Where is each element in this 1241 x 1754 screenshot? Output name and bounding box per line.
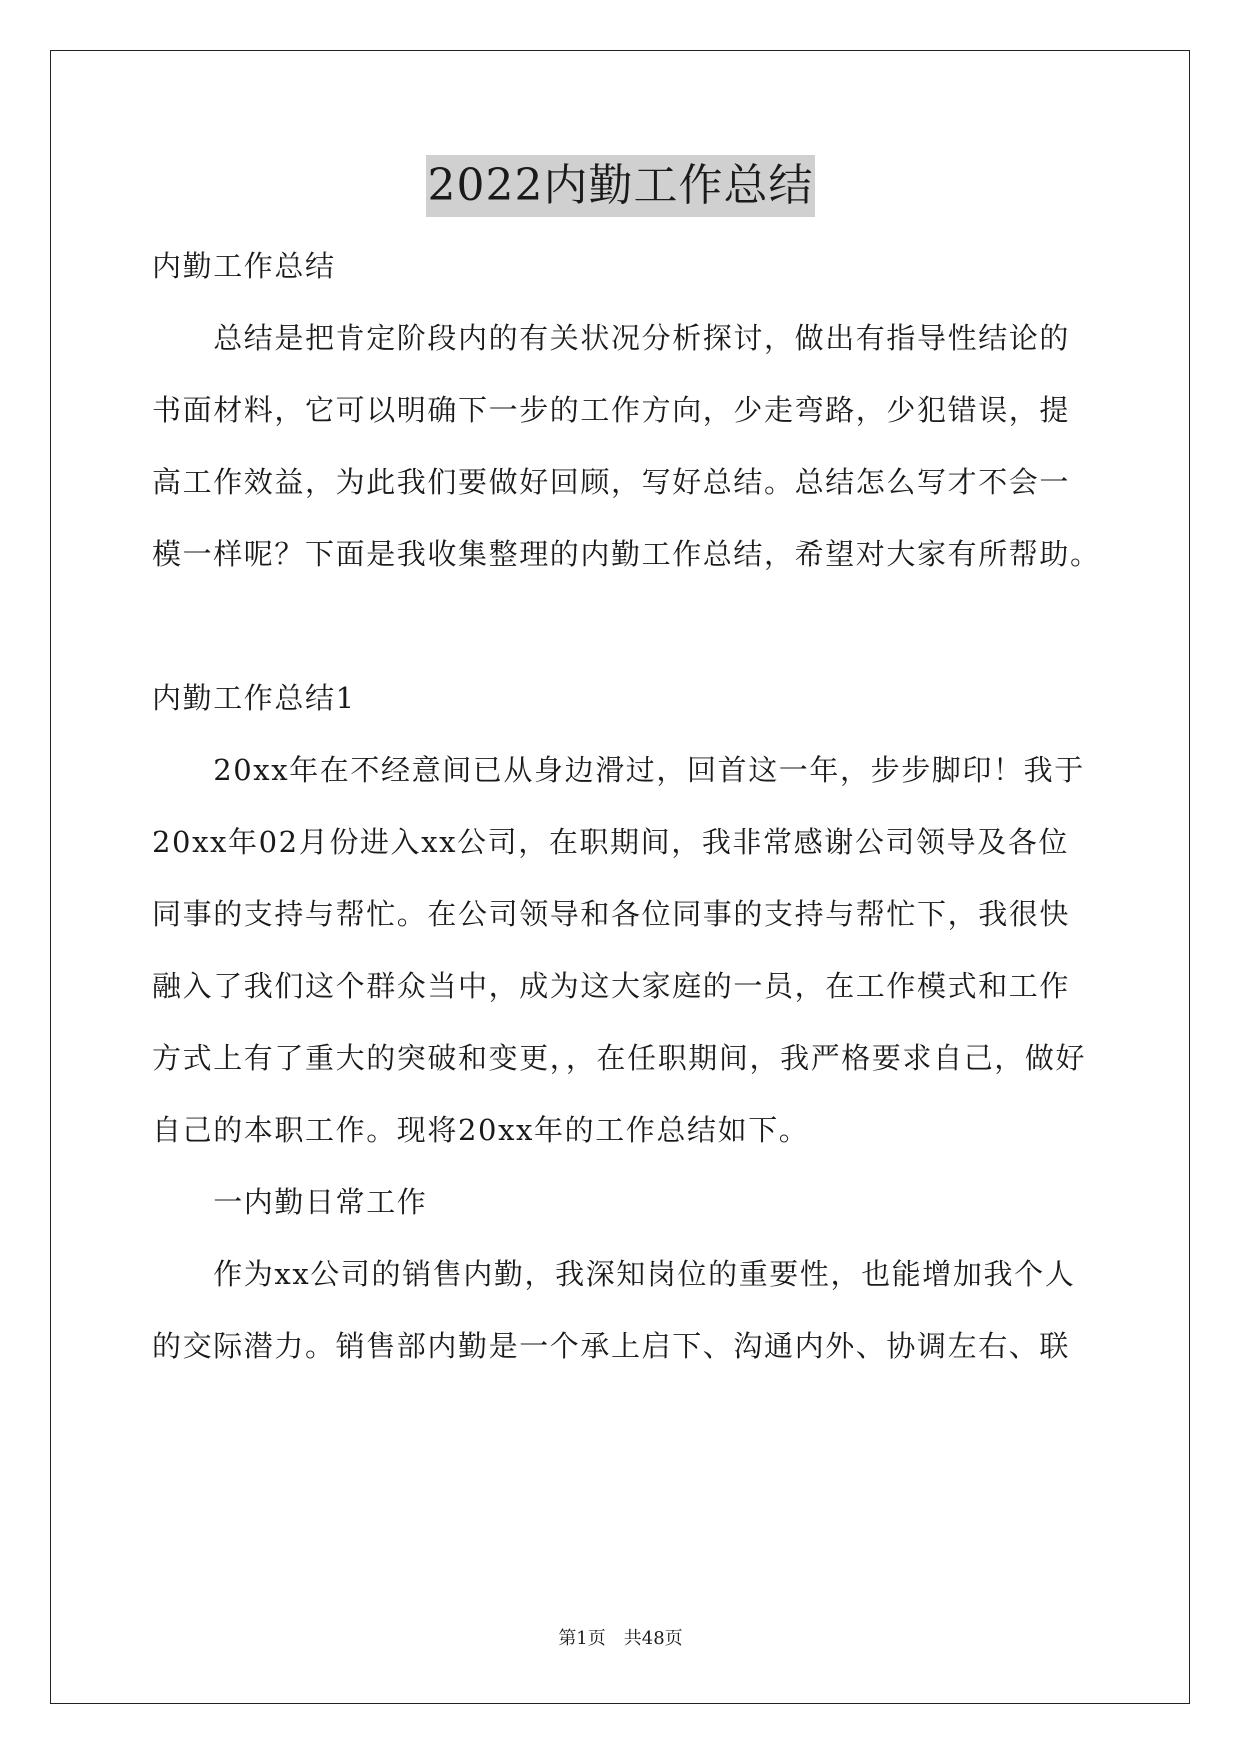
paragraph-line: 模一样呢？下面是我收集整理的内勤工作总结，希望对大家有所帮助。	[152, 537, 1101, 571]
section-heading-1: 内勤工作总结1	[152, 681, 356, 715]
paragraph-line: 同事的支持与帮忙。在公司领导和各位同事的支持与帮忙下，我很快	[152, 897, 1071, 931]
paragraph-line: 作为xx公司的销售内勤，我深知岗位的重要性，也能增加我个人	[152, 1257, 1076, 1291]
section-heading-intro: 内勤工作总结	[152, 249, 336, 283]
paragraph-line: 20xx年在不经意间已从身边滑过，回首这一年，步步脚印！我于	[152, 753, 1085, 787]
paragraph-line: 20xx年02月份进入xx公司，在职期间，我非常感谢公司领导及各位	[152, 825, 1070, 859]
document-title: 2022内勤工作总结	[426, 155, 816, 217]
page-footer: 第1页 共48页	[558, 1628, 683, 1649]
title-wrap	[0, 155, 1241, 217]
paragraph-line: 自己的本职工作。现将20xx年的工作总结如下。	[152, 1113, 810, 1147]
subheading-daily-work: 一内勤日常工作	[152, 1185, 428, 1219]
page-border	[50, 50, 1190, 1704]
paragraph-line: 书面材料，它可以明确下一步的工作方向，少走弯路，少犯错误，提	[152, 393, 1071, 427]
paragraph-line: 的交际潜力。销售部内勤是一个承上启下、沟通内外、协调左右、联	[152, 1329, 1071, 1363]
paragraph-line: 方式上有了重大的突破和变更，，在任职期间，我严格要求自己，做好	[152, 1041, 1087, 1075]
paragraph-line: 融入了我们这个群众当中，成为这大家庭的一员，在工作模式和工作	[152, 969, 1071, 1003]
paragraph-line: 总结是把肯定阶段内的有关状况分析探讨，做出有指导性结论的	[152, 321, 1071, 355]
paragraph-line: 高工作效益，为此我们要做好回顾，写好总结。总结怎么写才不会一	[152, 465, 1071, 499]
